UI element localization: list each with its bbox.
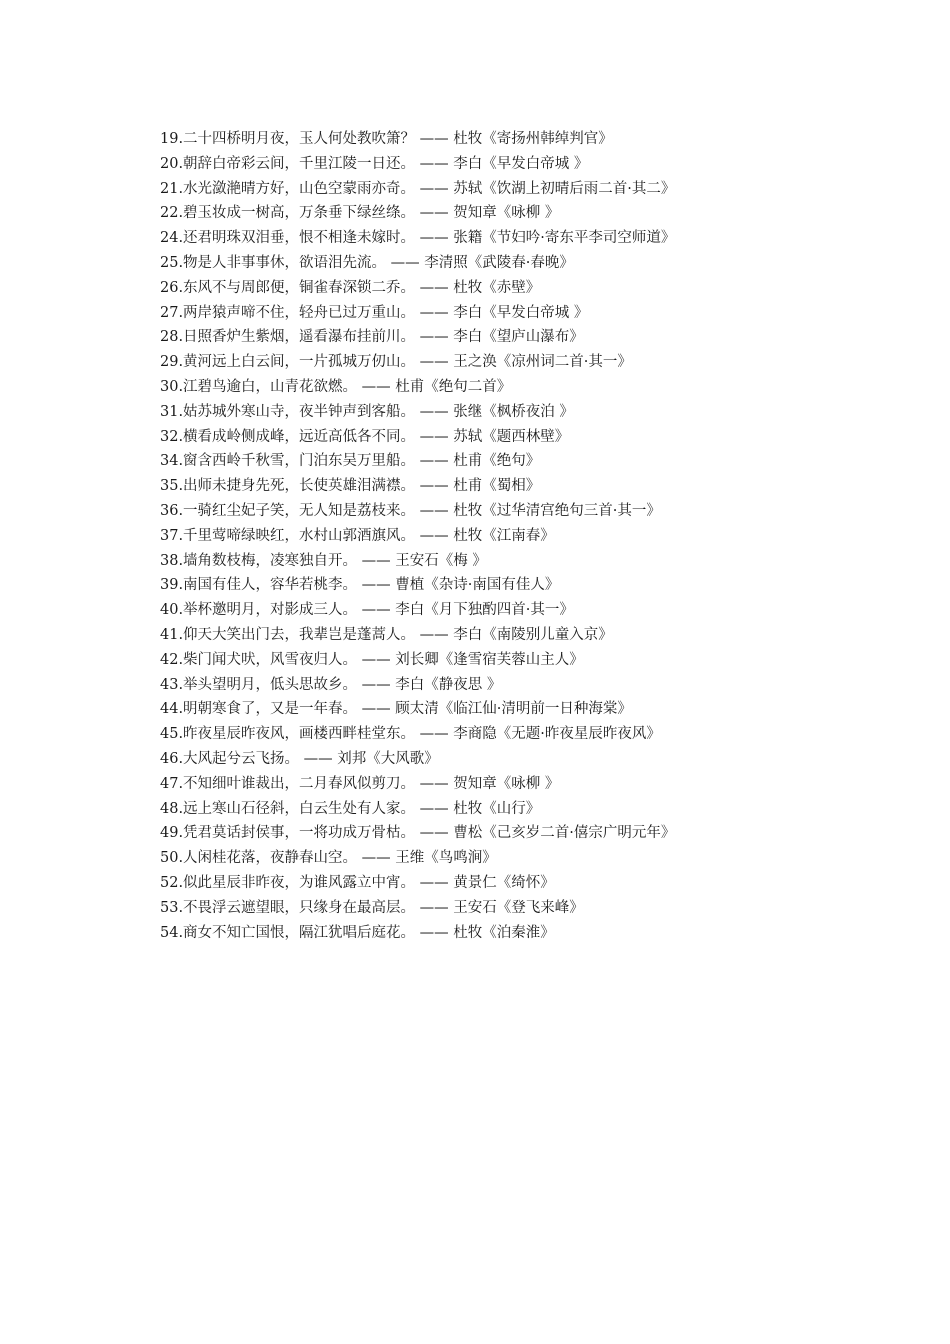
poem-line: 41.仰天大笑出门去，我辈岂是蓬蒿人。 —— 李白《南陵别儿童入京》 bbox=[160, 626, 613, 643]
poem-list bbox=[160, 127, 900, 945]
poem-line: 49.凭君莫话封侯事，一将功成万骨枯。 —— 曹松《己亥岁二首·僖宗广明元年》 bbox=[160, 825, 676, 842]
poem-line: 45.昨夜星辰昨夜风，画楼西畔桂堂东。 —— 李商隐《无题·昨夜星辰昨夜风》 bbox=[160, 726, 661, 743]
poem-line: 21.水光潋滟晴方好，山色空蒙雨亦奇。 —— 苏轼《饮湖上初晴后雨二首·其二》 bbox=[160, 180, 676, 197]
poem-line: 37.千里莺啼绿映红，水村山郭酒旗风。 —— 杜牧《江南春》 bbox=[160, 527, 555, 544]
poem-line: 50.人闲桂花落，夜静春山空。 —— 王维《鸟鸣涧》 bbox=[160, 850, 497, 867]
poem-line: 47.不知细叶谁裁出，二月春风似剪刀。 —— 贺知章《咏柳 》 bbox=[160, 775, 560, 792]
poem-line: 20.朝辞白帝彩云间，千里江陵一日还。 —— 李白《早发白帝城 》 bbox=[160, 155, 589, 172]
poem-line: 44.明朝寒食了，又是一年春。 —— 顾太清《临江仙·清明前一日种海棠》 bbox=[160, 701, 632, 718]
poem-line: 35.出师未捷身先死，长使英雄泪满襟。 —— 杜甫《蜀相》 bbox=[160, 478, 541, 495]
poem-line: 52.似此星辰非昨夜，为谁风露立中宵。 —— 黄景仁《绮怀》 bbox=[160, 874, 555, 891]
poem-line: 38.墙角数枝梅，凌寒独自开。 —— 王安石《梅 》 bbox=[160, 552, 487, 569]
poem-line: 34.窗含西岭千秋雪，门泊东吴万里船。 —— 杜甫《绝句》 bbox=[160, 453, 541, 470]
poem-line: 30.江碧鸟逾白，山青花欲燃。 —— 杜甫《绝句二首》 bbox=[160, 378, 512, 395]
poem-line: 54.商女不知亡国恨，隔江犹唱后庭花。 —— 杜牧《泊秦淮》 bbox=[160, 924, 555, 941]
poem-line: 28.日照香炉生紫烟，遥看瀑布挂前川。 —— 李白《望庐山瀑布》 bbox=[160, 329, 584, 346]
poem-line: 42.柴门闻犬吠，风雪夜归人。 —— 刘长卿《逢雪宿芙蓉山主人》 bbox=[160, 651, 584, 668]
poem-line: 25.物是人非事事休，欲语泪先流。 —— 李清照《武陵春·春晚》 bbox=[160, 254, 574, 271]
poem-line: 46.大风起兮云飞扬。 —— 刘邦《大风歌》 bbox=[160, 750, 439, 767]
poem-line: 40.举杯邀明月，对影成三人。 —— 李白《月下独酌四首·其一》 bbox=[160, 602, 574, 619]
poem-line: 22.碧玉妆成一树高，万条垂下绿丝绦。 —— 贺知章《咏柳 》 bbox=[160, 205, 560, 222]
poem-line: 39.南国有佳人，容华若桃李。 —— 曹植《杂诗·南国有佳人》 bbox=[160, 577, 560, 594]
poem-line: 32.横看成岭侧成峰，远近高低各不同。 —— 苏轼《题西林壁》 bbox=[160, 428, 570, 445]
poem-line: 48.远上寒山石径斜，白云生处有人家。 —— 杜牧《山行》 bbox=[160, 800, 541, 817]
poem-line: 27.两岸猿声啼不住，轻舟已过万重山。 —— 李白《早发白帝城 》 bbox=[160, 304, 589, 321]
poem-line: 53.不畏浮云遮望眼，只缘身在最高层。 —— 王安石《登飞来峰》 bbox=[160, 899, 584, 916]
poem-line: 43.举头望明月，低头思故乡。 —— 李白《静夜思 》 bbox=[160, 676, 502, 693]
poem-line: 19.二十四桥明月夜，玉人何处教吹箫？ —— 杜牧《寄扬州韩绰判官》 bbox=[160, 131, 613, 147]
poem-line: 26.东风不与周郎便，铜雀春深锁二乔。 —— 杜牧《赤壁》 bbox=[160, 279, 541, 296]
poem-line: 24.还君明珠双泪垂，恨不相逢未嫁时。 —— 张籍《节妇吟·寄东平李司空师道》 bbox=[160, 230, 676, 247]
poem-line: 31.姑苏城外寒山寺，夜半钟声到客船。 —— 张继《枫桥夜泊 》 bbox=[160, 403, 574, 420]
poem-line: 29.黄河远上白云间，一片孤城万仞山。 —— 王之涣《凉州词二首·其一》 bbox=[160, 354, 632, 371]
poem-line: 36.一骑红尘妃子笑，无人知是荔枝来。 —— 杜牧《过华清宫绝句三首·其一》 bbox=[160, 502, 661, 519]
